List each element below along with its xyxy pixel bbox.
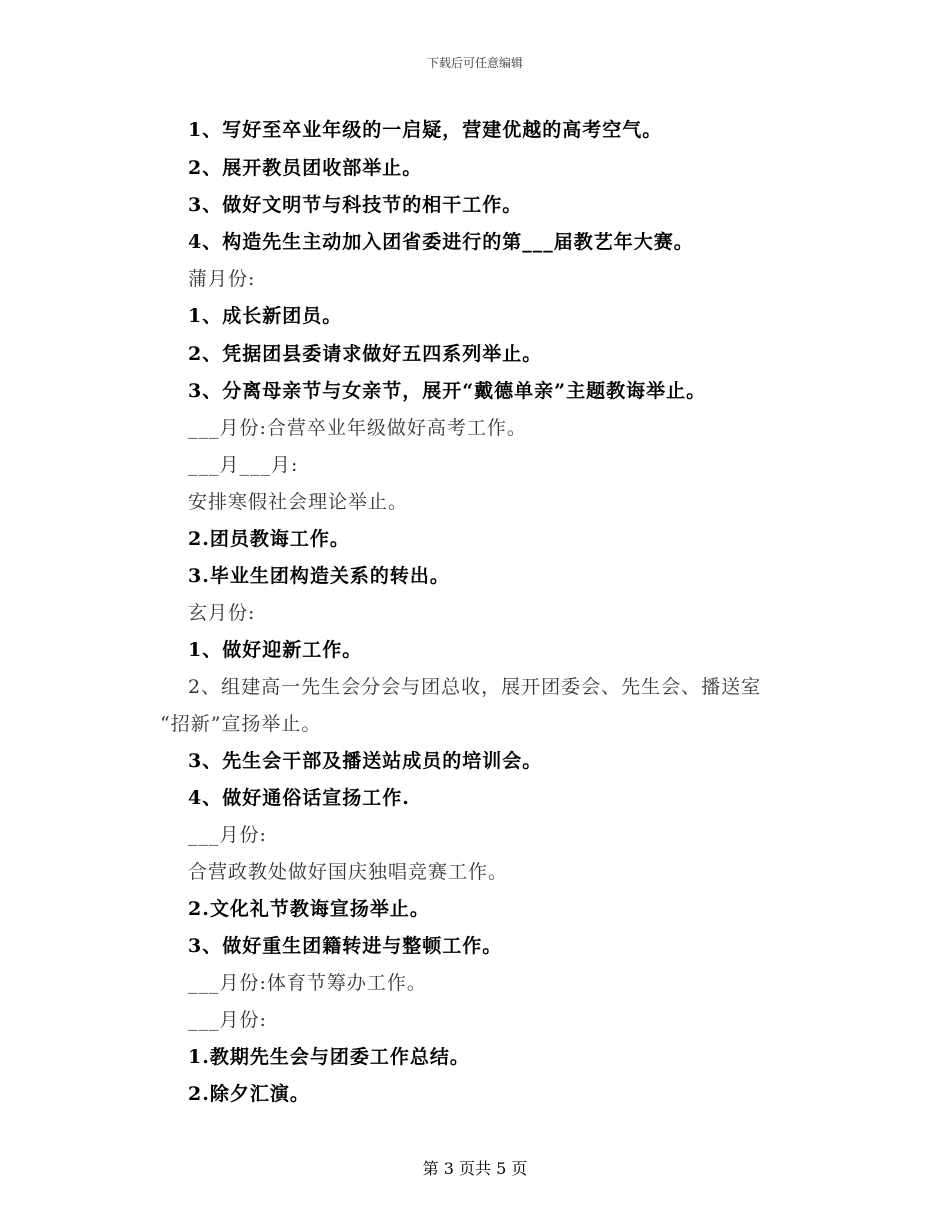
paragraph: 合营政教处做好国庆独唱竞赛工作。 xyxy=(188,861,509,883)
paragraph: 蒲月份: xyxy=(188,268,256,290)
paragraph: 2、组建高一先生会分会与团总收，展开团委会、先生会、播送室 xyxy=(188,676,762,698)
paragraph: 3、分离母亲节与女亲节，展开“戴德单亲”主题教诲举止。 xyxy=(188,380,707,402)
paragraph: 3.毕业生团构造关系的转出。 xyxy=(188,565,450,587)
paragraph: 4、做好通俗话宣扬工作. xyxy=(188,787,410,809)
page-header: 下载后可任意编辑 xyxy=(426,56,523,70)
page-number: 第 3 页共 5 页 xyxy=(422,1159,528,1178)
paragraph: 玄月份: xyxy=(188,602,256,624)
paragraph: ___月份:体育节筹办工作。 xyxy=(188,972,427,994)
paragraph: 3、做好文明节与科技节的相干工作。 xyxy=(188,194,523,216)
paragraph: 2.文化礼节教诲宣扬举止。 xyxy=(188,898,430,920)
paragraph: 2.除夕汇演。 xyxy=(188,1083,310,1105)
paragraph: “招新”宣扬举止。 xyxy=(160,713,322,735)
paragraph: ___月份:合营卒业年级做好高考工作。 xyxy=(188,417,527,439)
paragraph: 3、先生会干部及播送站成员的培训会。 xyxy=(188,750,543,772)
paragraph: 1、成长新团员。 xyxy=(188,305,343,327)
paragraph: ___月份: xyxy=(188,824,267,846)
paragraph: 3、做好重生团籍转进与整顿工作。 xyxy=(188,935,503,957)
paragraph: 安排寒假社会理论举止。 xyxy=(188,491,409,513)
paragraph: 1.教期先生会与团委工作总结。 xyxy=(188,1046,470,1068)
paragraph: ___月___月: xyxy=(188,454,299,476)
paragraph: 1、做好迎新工作。 xyxy=(188,639,363,661)
paragraph: 1、写好至卒业年级的一启疑，营建优越的高考空气。 xyxy=(188,119,663,141)
paragraph: 2、展开教员团收部举止。 xyxy=(188,157,423,179)
paragraph: 2.团员教诲工作。 xyxy=(188,528,350,550)
paragraph: ___月份: xyxy=(188,1009,267,1031)
paragraph: 4、构造先生主动加入团省委进行的第___届教艺年大赛。 xyxy=(188,231,694,253)
paragraph: 2、凭据团县委请求做好五四系列举止。 xyxy=(188,343,543,365)
